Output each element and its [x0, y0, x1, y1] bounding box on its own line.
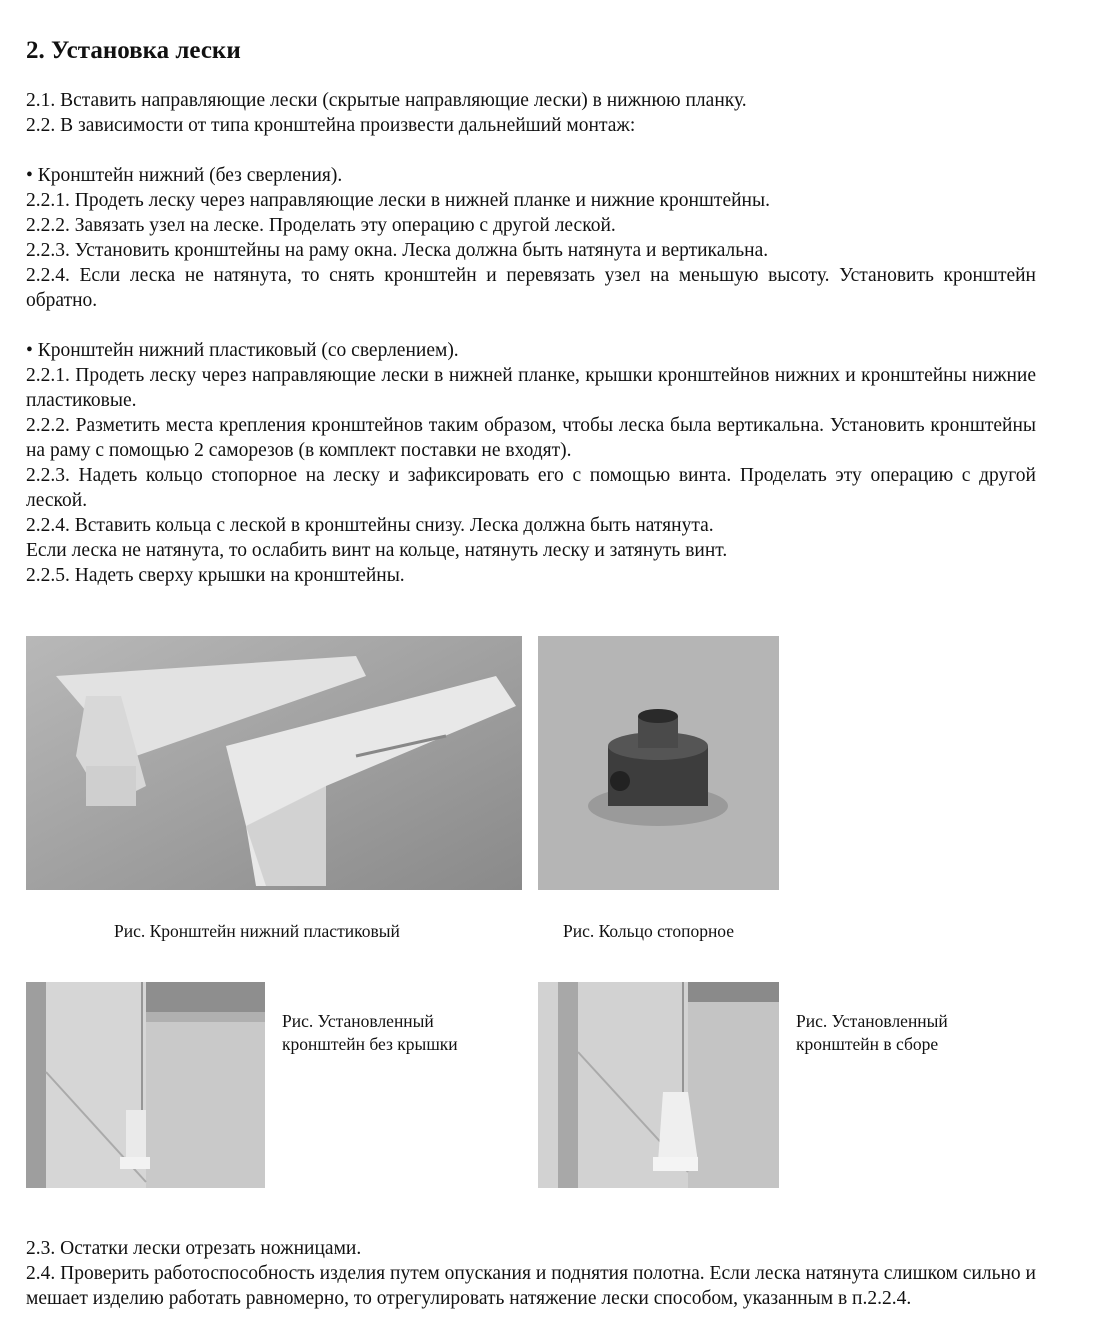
- installed-assembled-caption: [796, 1010, 948, 1056]
- section-title: 2. Установка лески: [26, 37, 241, 64]
- caption-line: Рис. Установленный: [282, 1011, 434, 1031]
- section-b-item: 2.2.3. Надеть кольцо стопорное на леску и зафиксировать его с помощью винта. Проделать эту операцию с другой леской.: [26, 465, 1036, 511]
- intro-block: [26, 88, 1036, 138]
- section-a-block: [26, 163, 1036, 313]
- paragraph-2-4: 2.4. Проверить работоспособность изделия путем опускания и поднятия полотна. Если леска натянута слишком сильно и мешает изделию работать равномерно, то отрегулировать натяжение лески способом, указанным в п.2.2.4.: [26, 1263, 1036, 1309]
- caption-line: Рис. Установленный: [796, 1011, 948, 1031]
- caption-line: кронштейн в сборе: [796, 1034, 939, 1054]
- section-b-item: 2.2.5. Надеть сверху крышки на кронштейны.: [26, 565, 405, 586]
- outro-block: [26, 1236, 1036, 1311]
- installed-assembled-photo: [538, 982, 779, 1188]
- caption-line: кронштейн без крышки: [282, 1034, 458, 1054]
- section-b-heading: • Кронштейн нижний пластиковый (со сверлением).: [26, 340, 459, 361]
- section-a-item: 2.2.1. Продеть леску через направляющие лески в нижней планке и нижние кронштейны.: [26, 190, 770, 211]
- paragraph-2-3: 2.3. Остатки лески отрезать ножницами.: [26, 1238, 362, 1259]
- stop-ring-photo: [538, 636, 779, 890]
- installed-no-cover-photo: [26, 982, 265, 1188]
- paragraph-2-2: 2.2. В зависимости от типа кронштейна произвести дальнейший монтаж:: [26, 115, 636, 136]
- stop-ring-caption: Рис. Кольцо стопорное: [563, 921, 735, 941]
- installed-no-cover-caption: [282, 1010, 458, 1056]
- section-b-item: Если леска не натянута, то ослабить винт на кольце, натянуть леску и затянуть винт.: [26, 540, 728, 561]
- section-a-item: 2.2.2. Завязать узел на леске. Проделать эту операцию с другой леской.: [26, 215, 616, 236]
- section-b-item: 2.2.2. Разметить места крепления кронштейнов таким образом, чтобы леска была вертикальна. Установить кронштейны на раму с помощью 2 саморезов (в комплект поставки не входят).: [26, 415, 1036, 461]
- section-b-item: 2.2.1. Продеть леску через направляющие лески в нижней планке, крышки кронштейнов нижних и кронштейны нижние пластиковые.: [26, 365, 1036, 411]
- section-a-item: 2.2.4. Если леска не натянута, то снять кронштейн и перевязать узел на меньшую высоту. Установить кронштейн обратно.: [26, 265, 1036, 311]
- section-a-item: 2.2.3. Установить кронштейны на раму окна. Леска должна быть натянута и вертикальна.: [26, 240, 769, 261]
- section-a-heading: • Кронштейн нижний (без сверления).: [26, 165, 343, 186]
- section-b-block: [26, 338, 1036, 588]
- section-b-item: 2.2.4. Вставить кольца с леской в кронштейны снизу. Леска должна быть натянута.: [26, 515, 714, 536]
- bracket-caption: Рис. Кронштейн нижний пластиковый: [114, 921, 400, 941]
- paragraph-2-1: 2.1. Вставить направляющие лески (скрытые направляющие лески) в нижнюю планку.: [26, 90, 747, 111]
- bracket-photo: [26, 636, 522, 890]
